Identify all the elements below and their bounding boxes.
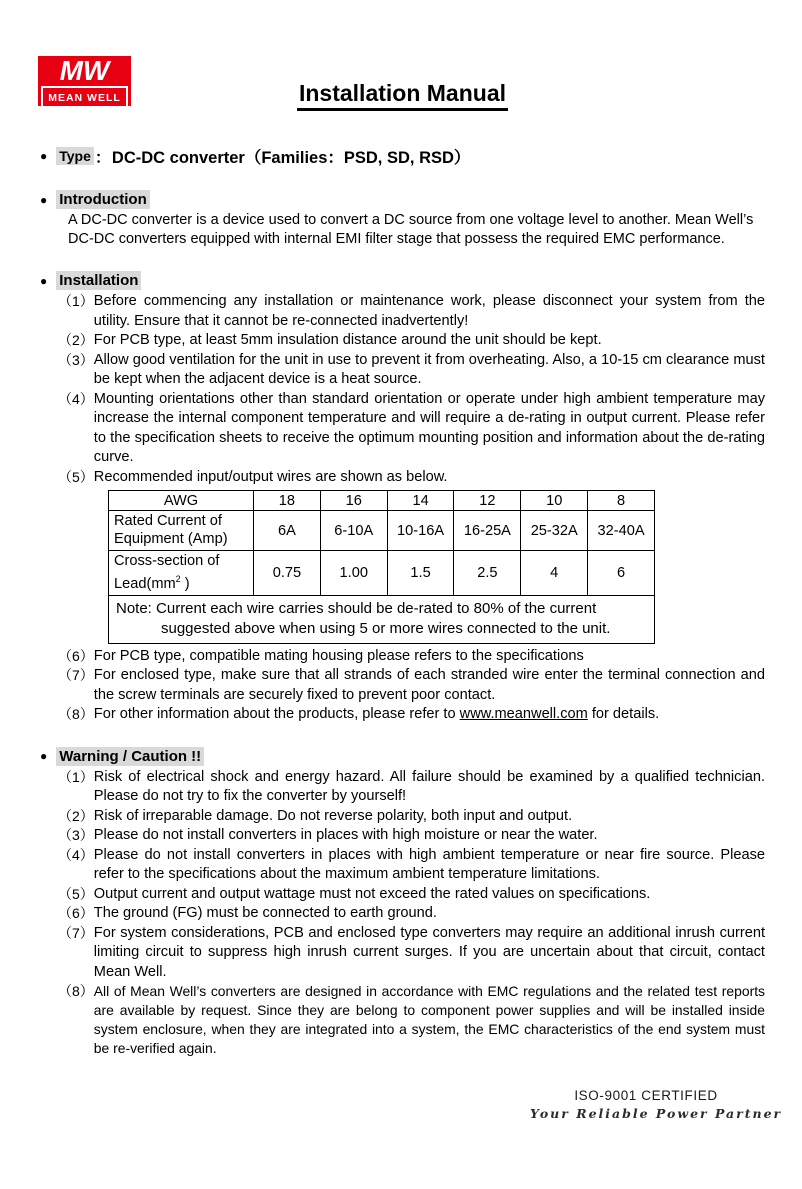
table-row [109, 551, 655, 596]
manual-page [0, 55, 802, 1058]
table-note-cell [109, 595, 655, 643]
list-item [58, 982, 765, 1058]
item-text: Risk of electrical shock and energy hazard. All failure should be examined by a qualified technician. Please do not try to fix the converter by yourself! [93, 768, 765, 805]
note-line: Note: Current each wire carries should be de-rated to 80% of the current [116, 599, 597, 617]
item-text: Allow good ventilation for the unit in use to prevent it from overheating. Also, a 10-15 cm clearance must be kept when the adjacent device is a heat source. [93, 351, 765, 387]
item-number: （2） [58, 332, 94, 348]
page-header [40, 55, 765, 117]
title-wrap [40, 55, 765, 111]
table-cell: 1.00 [320, 551, 387, 596]
introduction-heading: Introduction [56, 190, 149, 209]
item-text: Please do not install converters in places with high moisture or near the water. [93, 827, 598, 844]
list-item [58, 468, 765, 488]
item-number: （7） [58, 667, 94, 684]
table-header-cell: 16 [320, 491, 387, 511]
logo-name-box [41, 86, 128, 108]
list-item [58, 807, 765, 827]
item-text: For enclosed type, make sure that all strands of each stranded wire enter the terminal connection and the screw terminals are securely fixed to prevent poor contact. [93, 667, 765, 703]
table-header-cell: 14 [387, 491, 454, 511]
list-item [58, 768, 765, 807]
item-text: Before commencing any installation or maintenance work, please disconnect your system from the utility. Ensure that it cannot be re-connected inadvertently! [93, 293, 765, 329]
item-number: （1） [58, 293, 94, 309]
item-text: All of Mean Well’s converters are designed in accordance with EMC regulations and the related test reports are available by request. Since they are belong to component power supplies and will be installed inside system enclosure, when they are integrated into a system, the EMC characteristics of the end system must be re-verified again. [93, 983, 765, 1057]
row-label-cell: Rated Current of Equipment (Amp) [109, 511, 254, 551]
type-line [40, 144, 765, 168]
meanwell-website-link[interactable]: www.meanwell.com [459, 706, 588, 723]
table-header-cell: 10 [521, 491, 588, 511]
item-number: （5） [58, 468, 94, 485]
item-text: Output current and output wattage must not exceed the rated values on specifications. [93, 885, 651, 902]
table-cell: 25-32A [521, 511, 588, 551]
item-number: （6） [58, 647, 94, 664]
page-footer [530, 1088, 783, 1121]
item-text-post: for details. [587, 706, 660, 723]
item-text: Please do not install converters in places with high ambient temperature or near fire source. Please refer to the specifications about the maximum ambient temperature limitations. [93, 846, 765, 883]
introduction-body: A DC-DC converter is a device used to convert a DC source from one voltage level to another. Mean Well’s DC-DC converters equipped with internal EMI filter stage that possess the required EMC performance. [68, 212, 754, 247]
page-title: Installation Manual [297, 80, 508, 111]
table-cell: 6A [254, 511, 321, 551]
item-number: （8） [58, 706, 94, 723]
table-cell: 6-10A [320, 511, 387, 551]
introduction-heading-row [40, 190, 765, 209]
table-cell: 2.5 [454, 551, 521, 596]
list-item [58, 705, 765, 725]
item-number: （5） [58, 885, 94, 902]
slogan-text: Your Reliable Power Partner [530, 1106, 783, 1121]
item-number: （4） [58, 390, 94, 407]
wire-recommendation-table [108, 490, 655, 644]
item-number: （4） [58, 846, 94, 863]
list-item [58, 351, 765, 390]
warning-heading-row [40, 747, 765, 766]
type-value: DC-DC converter（Families：PSD, SD, RSD） [111, 149, 471, 167]
warning-items [40, 768, 765, 1059]
table-cell: 0.75 [254, 551, 321, 596]
iso-certified-text: ISO-9001 CERTIFIED [574, 1088, 718, 1103]
logo-name: MEAN WELL [48, 92, 121, 104]
item-text: For system considerations, PCB and enclosed type converters may require an additional inrush current limiting circuit to suppress high inrush current surges. If you are uncertain about that circuit, contact Mean Well. [93, 924, 765, 980]
meanwell-logo [38, 56, 131, 106]
table-header-cell: 12 [454, 491, 521, 511]
table-cell: 1.5 [387, 551, 454, 596]
list-item [58, 846, 765, 885]
table-header-cell: AWG [109, 491, 254, 511]
logo-monogram: MW [59, 55, 110, 86]
section-installation [40, 271, 765, 725]
table-cell: 4 [521, 551, 588, 596]
table-header-cell: 8 [588, 491, 655, 511]
table-cell: 16-25A [454, 511, 521, 551]
list-item [58, 885, 765, 905]
table-cell: 10-16A [387, 511, 454, 551]
list-item [58, 647, 765, 667]
bullet-icon: ● [40, 749, 48, 764]
warning-heading: Warning / Caution !! [56, 747, 204, 766]
row-label-cell: Cross-section of $Lead(mm^2$ ) [109, 551, 254, 596]
item-text: For PCB type, compatible mating housing please refers to the specifications [93, 647, 584, 664]
list-item [58, 666, 765, 705]
item-number: （1） [58, 768, 94, 785]
item-number: （3） [58, 827, 94, 844]
item-text: The ground (FG) must be connected to earth ground. [93, 905, 437, 922]
item-text: Mounting orientations other than standard orientation or operate under high ambient temperature may increase the internal component temperature and will require a de-rating in output current. Please refer to the specification sheets to receive the optimum mounting position and information about the de-rating curve. [93, 390, 765, 465]
item-number: （8） [58, 983, 94, 1000]
list-item [58, 924, 765, 983]
list-item [58, 826, 765, 846]
bullet-icon: ● [40, 149, 48, 163]
installation-items [40, 292, 765, 725]
table-row [109, 511, 655, 551]
bullet-icon: ● [40, 273, 48, 288]
list-item [58, 904, 765, 924]
note-line: suggested above when using 5 or more wires connected to the unit. [161, 619, 611, 637]
item-number: （2） [58, 807, 94, 824]
item-text: For PCB type, at least 5mm insulation distance around the unit should be kept. [93, 332, 602, 348]
item-text: Risk of irreparable damage. Do not reverse polarity, both input and output. [93, 807, 573, 824]
table-cell: 6 [588, 551, 655, 596]
table-header-cell: 18 [254, 491, 321, 511]
item-number: （7） [58, 924, 94, 941]
bullet-icon: ● [40, 192, 48, 207]
item-text [94, 705, 765, 725]
item-number: （6） [58, 905, 94, 922]
type-separator: ： [94, 149, 111, 167]
item-text-pre: For other information about the products, please refer to [93, 706, 460, 723]
table-note-row [109, 595, 655, 643]
list-item [58, 331, 765, 351]
installation-heading: Installation [56, 271, 141, 290]
list-item [58, 390, 765, 468]
item-number: （3） [58, 351, 94, 368]
type-label: Type [56, 147, 94, 165]
section-warning [40, 747, 765, 1059]
list-item [58, 292, 765, 331]
section-introduction [40, 190, 765, 249]
table-header-row [109, 491, 655, 511]
table-cell: 32-40A [588, 511, 655, 551]
installation-heading-row [40, 271, 765, 290]
item-text: Recommended input/output wires are shown as below. [93, 468, 448, 485]
